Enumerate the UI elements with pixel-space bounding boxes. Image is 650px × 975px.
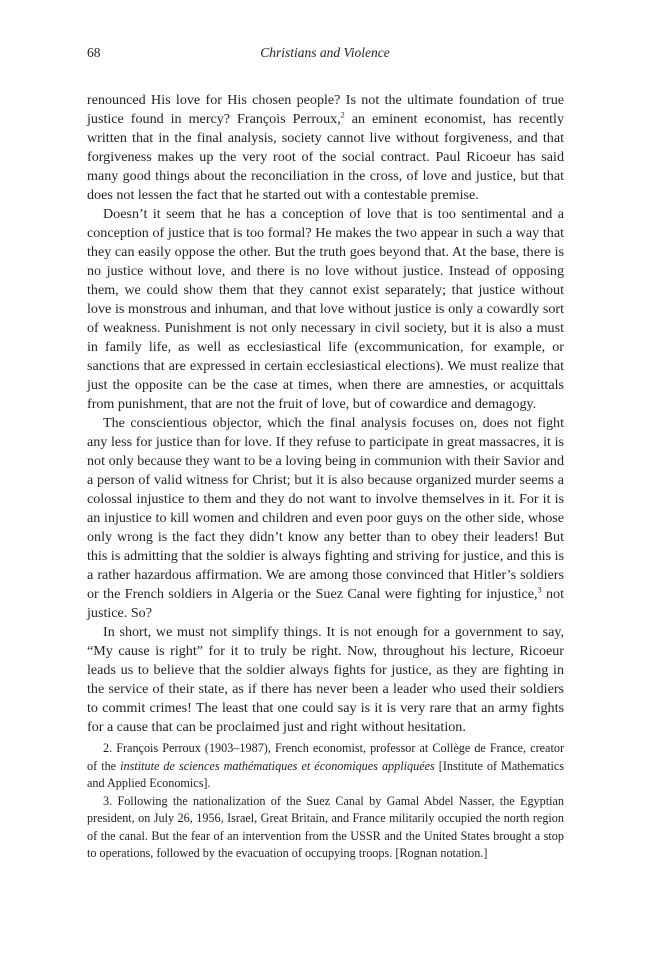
paragraph-1-text-b: an eminent economist, has recently written that in the final analysis, society cannot live without forgiveness, and that forgiveness makes up the very root of the social contract. Paul Ricoeur has said many good things about the reconciliation in the cross, of love and justice, but that does not lessen the fact that he started out with a contestable premise. [87, 111, 564, 203]
paragraph-3-text-a: The conscientious objector, which the final analysis focuses on, does not fight any less for justice than for love. If they refuse to participate in great massacres, it is not only because they want to be a loving being in communion with their Savior and a person of valid witness for Christ; but it is also because organized murder seems a colossal injustice to them and they do not want to involve themselves in it. For it is an injustice to kill women and children and even poor guys on the other side, whose only wrong is the fact they didn’t know any better than to obey their leaders! But this is admitting that the soldier is always fighting and striving for justice, and this is a rather hazardous affirmation. We are among those convinced that Hitler’s soldiers or the French soldiers in Algeria or the Suez Canal were fighting for injustice, [87, 415, 564, 602]
running-header [87, 45, 563, 65]
footnote-marker-2: 2 [340, 110, 345, 120]
footnote-2-italic-title: institute de sciences mathématiques et économiques appliquées [120, 758, 435, 773]
paragraph-4: In short, we must not simplify things. It is not enough for a government to say, “My cause is right” for it to truly be right. Now, throughout his lecture, Ricoeur leads us to believe that the soldier always fights for justice, as they are fighting in the service of their state, as if there has never been a leader who used their soldiers to commit crimes! The least that one could say is it is very rare that an army fights for a cause that can be proclaimed just and right without hesitation. [87, 624, 564, 735]
paragraph-3-text-b: not justice. So? [87, 586, 564, 621]
footnote-2-text-a: 2. François Perroux (1903–1987), French economist, professor at Collège de France, creator of the [87, 741, 564, 773]
paragraph-2: Doesn’t it seem that he has a conception of love that is too sentimental and a conception of justice that is too formal? He makes the two appear in such a way that they can easily oppose the other. But the truth goes beyond that. At the base, there is no justice without love, and there is no love without justice. Instead of opposing them, we could show them that they cannot exist separately; that justice without love is monstrous and inhuman, and that love without justice is only a cowardly sort of weakness. Punishment is not only necessary in civil society, but it is also a must in family life, as well as ecclesiastical life (excommunication, for example, or sanctions that are expressed in certain ecclesiastical elections). We must realize that just the opposite can be the case at times, when there are amnesties, or acquittals from punishment, that are not the fruit of love, but of cowardice and demagogy. [87, 206, 564, 412]
paragraph-1-text-a: renounced His love for His chosen people? Is not the ultimate foundation of true justice found in mercy? François Perroux, [87, 92, 564, 127]
footnote-2-text-b: [Institute of Mathematics and Applied Economics]. [87, 758, 564, 790]
main-text [87, 91, 564, 737]
paragraph-3 [87, 414, 564, 623]
footnote-2 [87, 740, 564, 793]
footnote-marker-3: 3 [537, 585, 542, 595]
page-number: 68 [87, 45, 101, 60]
paragraph-1 [87, 91, 564, 205]
running-title: Christians and Violence [260, 45, 390, 60]
footnote-3: 3. Following the nationalization of the Suez Canal by Gamal Abdel Nasser, the Egyptian president, on July 26, 1956, Israel, Great Britain, and France militarily occupied the north region of the canal. But the fear of an intervention from the USSR and the United States brought a stop to operations, followed by the evacuation of occupying troops. [Rognan notation.] [87, 793, 564, 860]
footnotes [87, 740, 564, 863]
